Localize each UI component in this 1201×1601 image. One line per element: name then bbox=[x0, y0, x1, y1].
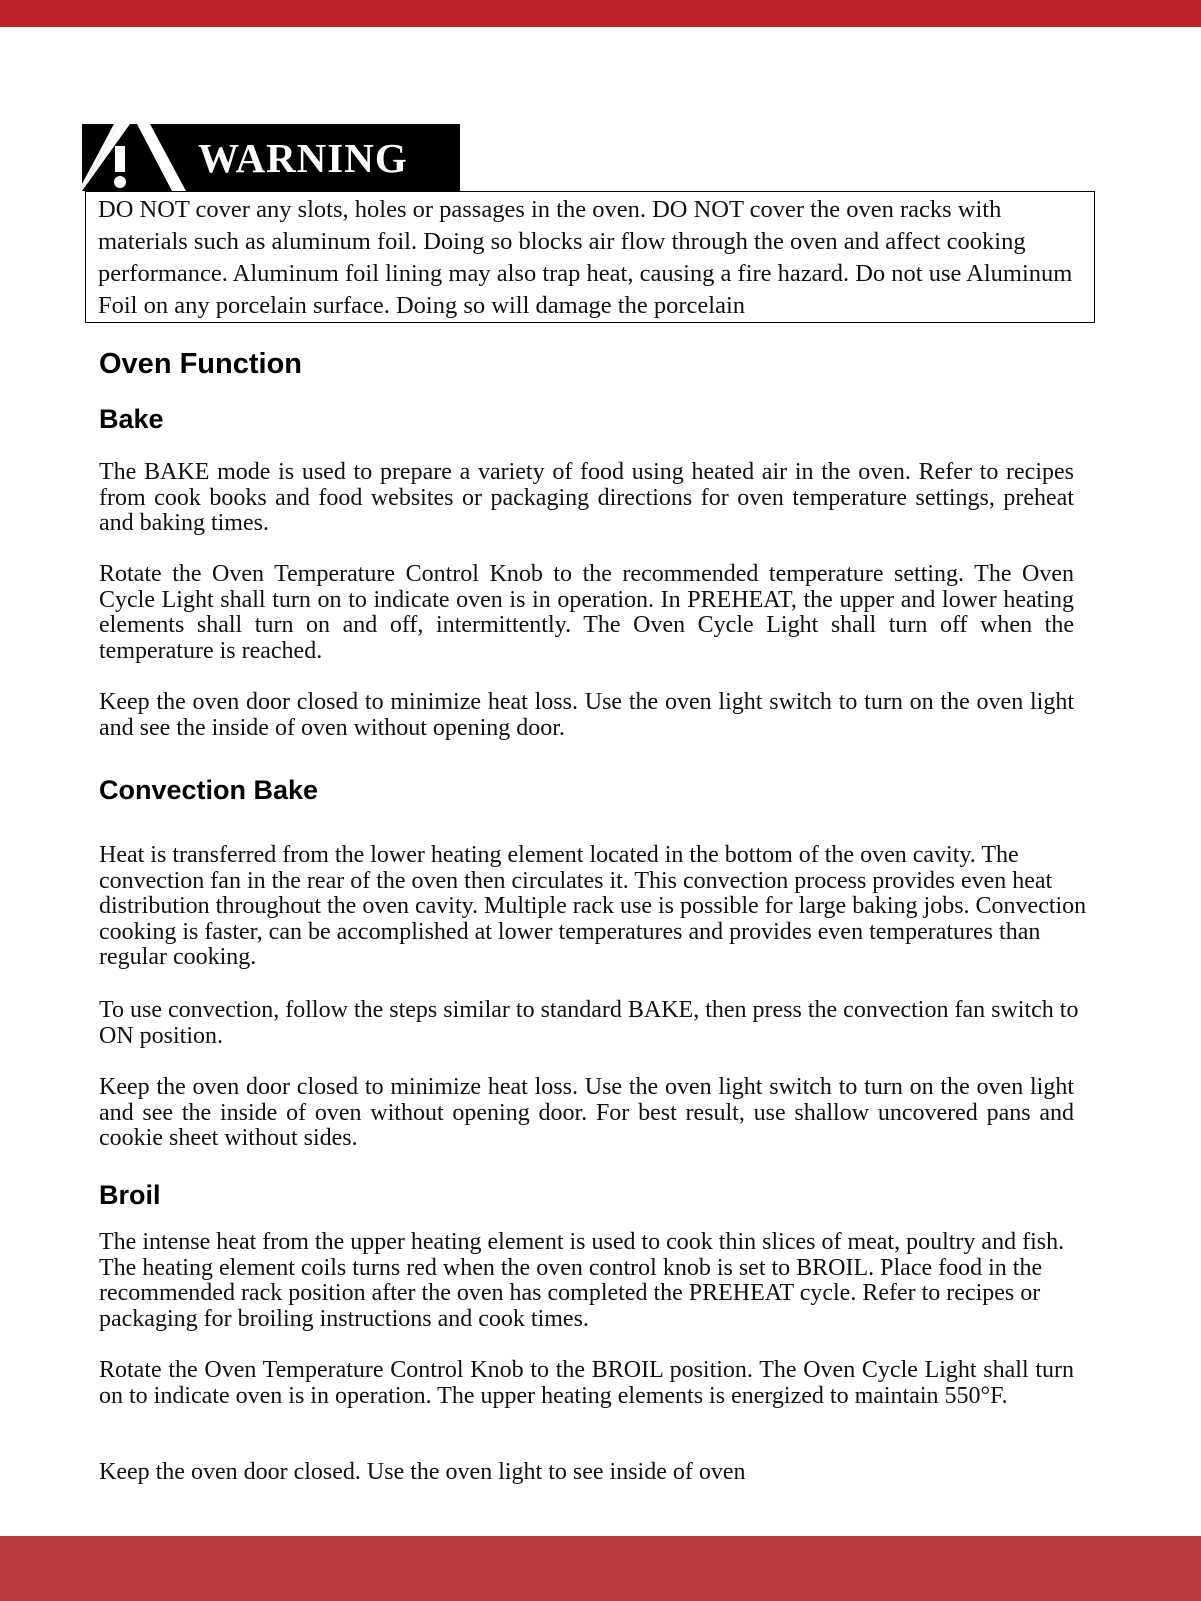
warning-title: WARNING bbox=[198, 135, 408, 181]
convection-paragraph-2: To use convection, follow the steps similar to standard BAKE, then press the convection fan switch to ON position. bbox=[99, 997, 1079, 1049]
broil-paragraph-3: Keep the oven door closed. Use the oven light to see inside of oven bbox=[99, 1459, 746, 1485]
footer-band bbox=[0, 1536, 1201, 1601]
bake-heading: Bake bbox=[99, 404, 164, 434]
convection-bake-heading: Convection Bake bbox=[99, 775, 319, 805]
warning-exclamation-icon bbox=[82, 124, 192, 191]
convection-paragraph-3: Keep the oven door closed to minimize heat loss. Use the oven light switch to turn on the oven light and see the inside of oven without opening door. For best result, use shallow uncovered pans and cookie sheet without sides. bbox=[99, 1074, 1074, 1151]
warning-box bbox=[85, 191, 1095, 323]
warning-text: DO NOT cover any slots, holes or passages in the oven. DO NOT cover the oven racks with materials such as aluminum foil. Doing so blocks air flow through the oven and affect cooking performance. Aluminum foil lining may also trap heat, causing a fire hazard. Do not use Aluminum Foil on any porcelain surface. Doing so will damage the porcelain bbox=[98, 196, 1073, 319]
bake-paragraph-1: The BAKE mode is used to prepare a variety of food using heated air in the oven. Refer to recipes from cook books and food websites or packaging directions for oven temperature settings, preheat and baking times. bbox=[99, 459, 1074, 536]
convection-paragraph-1: Heat is transferred from the lower heating element located in the bottom of the oven cavity. The convection fan in the rear of the oven then circulates it. This convection process provides even heat distribution throughout the oven cavity. Multiple rack use is possible for large baking jobs. Convection cooking is faster, can be accomplished at lower temperatures and provides even temperatures than regular cooking. bbox=[99, 842, 1087, 970]
bake-paragraph-3: Keep the oven door closed to minimize heat loss. Use the oven light switch to turn on the oven light and see the inside of oven without opening door. bbox=[99, 689, 1074, 741]
oven-function-heading: Oven Function bbox=[99, 348, 302, 380]
warning-label bbox=[82, 124, 460, 191]
bake-paragraph-2: Rotate the Oven Temperature Control Knob to the recommended temperature setting. The Oven Cycle Light shall turn on to indicate oven is in operation. In PREHEAT, the upper and lower heating elements shall turn on and off, intermittently. The Oven Cycle Light shall turn off when the temperature is reached. bbox=[99, 561, 1074, 664]
header-band bbox=[0, 0, 1201, 27]
broil-heading: Broil bbox=[99, 1180, 161, 1210]
broil-paragraph-1: The intense heat from the upper heating element is used to cook thin slices of meat, poultry and fish. The heating element coils turns red when the oven control knob is set to BROIL. Place food in the recommended rack position after the oven has completed the PREHEAT cycle. Refer to recipes or packaging for broiling instructions and cook times. bbox=[99, 1229, 1065, 1332]
broil-paragraph-2: Rotate the Oven Temperature Control Knob to the BROIL position. The Oven Cycle Light shall turn on to indicate oven is in operation. The upper heating elements is energized to maintain 550°F. bbox=[99, 1357, 1074, 1409]
